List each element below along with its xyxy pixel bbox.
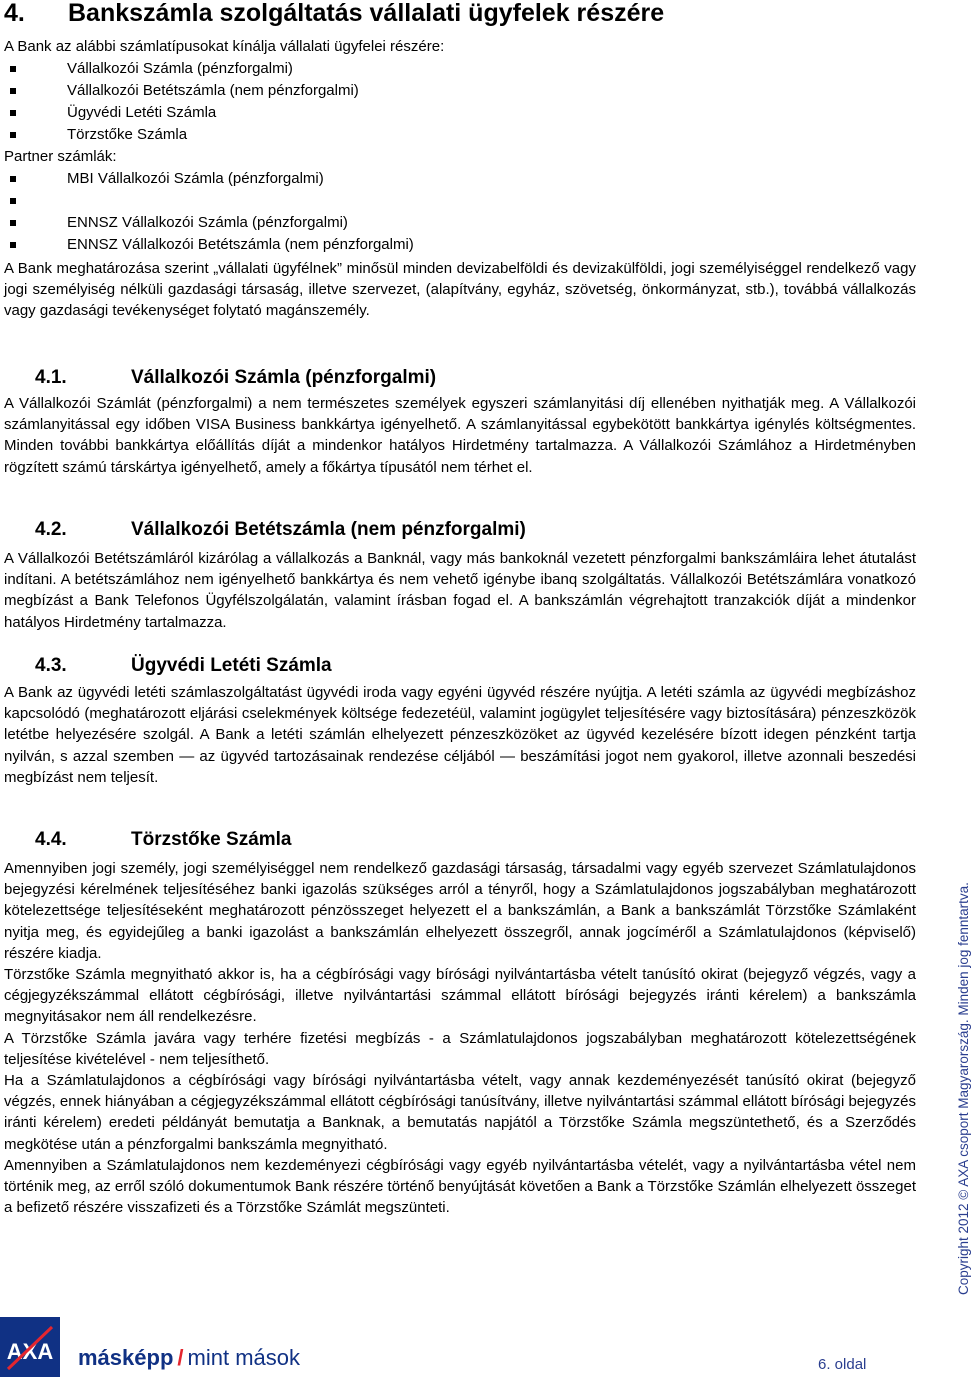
- axa-logo: [0, 1317, 60, 1377]
- section-heading: 4.3. Ügyvédi Letéti Számla: [35, 655, 332, 676]
- square-bullet-icon: [10, 176, 16, 182]
- section-body: A Bank az ügyvédi letéti számlaszolgáltatást ügyvédi iroda vagy egyéni ügyvéd részére nyújtja. A letéti számla az ügyvédi megbízáshoz kapcsolódó (meghatározott eljárási cselekmények költsége fedezetéül, valamint jogügylet teljesítésére vagy biztosítására) pénzeszközök letétbe helyezésére szolgál. A Bank a letéti számlán elhelyezett pénzeszközöket az ügyvéd kezelésére bízott idegen pénzként tartja nyilván, s azzal szemben — az ügyvéd tartozásainak rendezése céljából — beszámítási jogot nem gyakorol, illetve azonnali beszedési megbízást nem teljesít.: [4, 684, 916, 786]
- account-list: [4, 58, 914, 146]
- section-heading: 4.4. Törzstőke Számla: [35, 829, 292, 850]
- brand-tagline: másképp / mint mások: [78, 1345, 300, 1370]
- square-bullet-icon: [10, 132, 16, 138]
- page-number: 6. oldal: [818, 1356, 867, 1373]
- intro: [4, 36, 914, 256]
- section-heading: 4.1. Vállalkozói Számla (pénzforgalmi): [35, 367, 437, 388]
- chapter-title: Bankszámla szolgáltatás vállalati ügyfelek részére: [68, 0, 665, 27]
- list-item: Vállalkozói Számla (pénzforgalmi): [4, 58, 914, 80]
- partner-account-list: [4, 168, 914, 256]
- list-item: [4, 190, 914, 212]
- list-item: MBI Vállalkozói Számla (pénzforgalmi): [4, 168, 914, 190]
- list-item: ENNSZ Vállalkozói Számla (pénzforgalmi): [4, 212, 914, 234]
- square-bullet-icon: [10, 198, 16, 204]
- copyright-notice: Copyright 2012 © AXA csoport Magyarország. Minden jog fenntartva.: [956, 882, 971, 1295]
- section-body: A Vállalkozói Betétszámláról kizárólag a vállalkozás a Banknál, vagy más bankoknál vezetett pénzforgalmi bankszámláira lehet átutalást indítani. A betétszámlához nem igényelhető bankkártya és nem vehető igénybe ibanq szolgáltatás. Vállalkozói Betétszámlára vonatkozó megbízást a Bank Telefonos Ügyfélszolgálatán, valamint írásban fogad el. A bankszámlán végrehajtott tranzakciók díját a mindenkor hatályos Hirdetmény tartalmazza.: [4, 550, 916, 631]
- intro-lead: A Bank az alábbi számlatípusokat kínálja vállalati ügyfelei részére:: [4, 38, 445, 55]
- square-bullet-icon: [10, 242, 16, 248]
- square-bullet-icon: [10, 110, 16, 116]
- definition-paragraph: A Bank meghatározása szerint „vállalati ügyfélnek” minősül minden devizabelföldi és devizakülföldi, jogi személyiséggel rendelkező vagy jogi személyiség nélküli gazdasági társaság, illetve szervezet, (alapítvány, egyház, szövetség, önkormányzat, stb.), továbbá vállalkozás vagy gazdasági tevékenységet folytató magánszemély.: [4, 260, 916, 320]
- list-item: ENNSZ Vállalkozói Betétszámla (nem pénzforgalmi): [4, 234, 914, 256]
- section-body: Amennyiben jogi személy, jogi személyiséggel nem rendelkező gazdasági társaság, társadalmi vagy egyéb szervezet Számlatulajdonos bejegyzési kérelmének teljesítéséhez banki igazolás szükséges arról a tényről, hogy a Számlatulajdonos jogszabályban meghatározott kötelezettsége teljesítéseként meghatározott pénzösszeget helyezett el a bankszámlán, a Bank a bankszámlát Törzstőke Számlaként nyitja meg, és egyidejűleg a banki igazolást a bankszámlán elhelyezett összegről, annak jogcíméről a Számlatulajdonos (képviselő) részére kiadja. Törzstőke Számla megnyitható akkor is, ha a cégbírósági vagy bírósági nyilvántartásba vételt tanúsító okirat (bejegyző végzés, vagy a cégjegyzékszámmal ellátott cégbírósági, illetve nyilvántartási számmal ellátott bírósági bejegyzés iránti kérelem) a bankszámla megnyitásakor nem áll rendelkezésre. A Törzstőke Számla javára vagy terhére fizetési megbízás - a Számlatulajdonos jogszabályban meghatározott kötelezettségének teljesítése kivételével - nem teljesíthető. Ha a Számlatulajdonos a cégbírósági vagy bírósági nyilvántartásba vételt, vagy annak kezdeményezését tanúsító okirat (bejegyző végzés, ennek hiányában a cégjegyzékszámmal ellátott cégbírósági tanúsítvány, illetve nyilvántartási számmal ellátott bírósági bejegyzés iránti kérelem) eredeti példányát bemutatja a Banknak, a bemutatás napjától a Törzstőke Számla megszüntethető, és a Szerződés megkötése után a pénzforgalmi bankszámla megnyitható. Amennyiben a Számlatulajdonos nem kezdeményezi cégbírósági vagy egyéb nyilvántartásba vételét, vagy a nyilvántartásba vétel nem történik meg, az erről szóló dokumentumok Bank részére történő benyújtását követően a Bank a Törzstőke Számlán elhelyezett összeget a befizető részére visszafizeti és a Törzstőke Számlát megszünteti.: [4, 860, 916, 1217]
- axa-logo-icon: [0, 1317, 60, 1377]
- list-item: Vállalkozói Betétszámla (nem pénzforgalmi): [4, 80, 914, 102]
- chapter-heading: [4, 0, 664, 28]
- chapter-number: 4.: [4, 0, 25, 27]
- square-bullet-icon: [10, 220, 16, 226]
- section-heading: 4.2. Vállalkozói Betétszámla (nem pénzforgalmi): [35, 519, 526, 540]
- list-item: Törzstőke Számla: [4, 124, 914, 146]
- section-body: A Vállalkozói Számlát (pénzforgalmi) a nem természetes személyek egyszeri számlanyitási díj ellenében nyithatják meg. A Vállalkozói számlanyitással egy időben VISA Business bankkártya igényelhető. A számlanyitással egybekötött bankkártya igénylés költségmentes. Minden további bankkártya előállítás díját a mindenkor hatályos Hirdetmény tartalmazza. A Vállalkozói Számlához a Hirdetményben rögzített számú társkártya igényelhető, amely a főkártya típusától nem térhet el.: [4, 395, 916, 476]
- square-bullet-icon: [10, 88, 16, 94]
- axa-logo-text: AXA: [6, 1339, 54, 1364]
- square-bullet-icon: [10, 66, 16, 72]
- list-item: Ügyvédi Letéti Számla: [4, 102, 914, 124]
- partner-lead: Partner számlák:: [4, 148, 117, 165]
